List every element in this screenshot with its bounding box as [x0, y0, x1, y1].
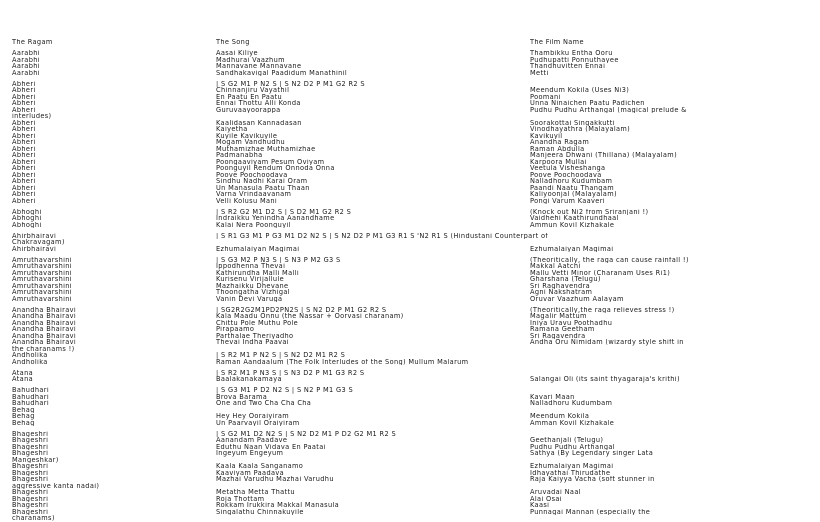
- cell-ragam: Aarabhi: [12, 69, 40, 76]
- cell-ragam: Andholika: [12, 358, 48, 365]
- cell-song: | S R2 M1 P N3 S | S N3 D2 P M1 G3 R2 S: [216, 369, 365, 376]
- cell-song: Roja Thottam: [216, 495, 265, 502]
- cell-film: Iniya Uravu Poothadhu: [530, 319, 613, 326]
- table-row: [12, 359, 812, 366]
- cell-ragam: Amruthavarshini: [12, 263, 72, 270]
- cell-ragam: Anandha Bhairavi: [12, 332, 77, 339]
- cell-film: Unna Ninaichen Paatu Padichen: [530, 100, 645, 107]
- cell-film: Sri Ragavendra: [530, 332, 586, 339]
- table-row: [12, 376, 812, 383]
- cell-song: Sindhu Nadhi Karai Oram: [216, 178, 308, 185]
- cell-ragam: Amruthavarshini: [12, 282, 72, 289]
- cell-song: | S G3 M2 P N3 S | S N3 P M2 G3 S: [216, 256, 341, 263]
- cell-film: Meendum Kokila: [530, 413, 590, 420]
- cell-ragam: Bhageshri: [12, 502, 49, 509]
- cell-ragam: Abheri: [12, 80, 36, 87]
- cell-song: Kaiyetha: [216, 126, 248, 133]
- cell-film: Raja Kaiyya Vacha (soft stunner in: [530, 476, 655, 483]
- cell-film: Geethanjali (Telugu): [530, 437, 604, 444]
- cell-song: Kaalidasan Kannadasan: [216, 119, 302, 126]
- cell-film: Thambikku Entha Ooru: [530, 50, 613, 57]
- cell-ragam: Bhageshri: [12, 508, 49, 515]
- cell-song: Ippodhenna Thevai: [216, 263, 286, 270]
- cell-film: Ezhumalaiyan Magimai: [530, 463, 614, 470]
- cell-song: | S G2 M1 P N2 S | S N2 D2 P M1 G2 R2 S: [216, 80, 365, 87]
- cell-film: Makkal Aatchi: [530, 263, 581, 270]
- cell-film: Pudhupatti Ponnuthayee: [530, 56, 619, 63]
- header-film: The Film Name: [530, 39, 584, 46]
- ragam-song-table: [12, 39, 812, 522]
- cell-ragam: Abheri: [12, 139, 36, 146]
- cell-song: Thoongatha Vizhigal: [216, 289, 290, 296]
- table-body: [12, 50, 812, 522]
- cell-song: Rokkam Irukkira Makkal Manasula: [216, 502, 340, 509]
- cell-song: Poonguyil Rendum Onnoda Onna: [216, 165, 335, 172]
- table-row: [12, 296, 812, 303]
- table-row: [12, 222, 812, 229]
- cell-ragam: Abheri: [12, 93, 36, 100]
- cell-ragam: Ahirbhairavi: [12, 245, 57, 252]
- cell-ragam: Bhageshri: [12, 463, 49, 470]
- cell-film: Sri Raghavendra: [530, 282, 591, 289]
- cell-song: Guruvaayoorappa: [216, 106, 281, 113]
- cell-film: (Theoritically,the raga relieves stress !): [530, 306, 675, 313]
- cell-song: Padmanabha: [216, 152, 263, 159]
- table-row: [12, 515, 812, 522]
- cell-song: | S G2 M1 D2 N2 S | S N2 D2 M1 P D2 G2 M1 R2 S: [216, 430, 397, 437]
- cell-ragam: Bhageshri: [12, 476, 49, 483]
- cell-film: Vinodhayathra (Malayalam): [530, 126, 631, 133]
- cell-film: Agni Nakshatram: [530, 289, 593, 296]
- cell-song: Poongaaviyam Pesum Oviyam: [216, 158, 325, 165]
- cell-ragam: Bahudhari: [12, 400, 50, 407]
- table-row: [12, 246, 812, 253]
- cell-film: Andha Oru Nimidam (wizardy style shift in: [530, 339, 684, 346]
- cell-song: Indraikku Yenindha Aanandhame: [216, 215, 335, 222]
- cell-film: Pudhu Pudhu Arthangal: [530, 443, 615, 450]
- table-header: [12, 39, 812, 50]
- cell-film: Thandhuvitten Ennai: [530, 63, 606, 70]
- cell-ragam: Bhageshri: [12, 495, 49, 502]
- cell-film: Karpoora Mullai: [530, 158, 587, 165]
- cell-song: Ezhumalaiyan Magimai: [216, 245, 300, 252]
- cell-song: Kurisenu Virijallule: [216, 276, 285, 283]
- cell-song: Mazhaikku Dhevane: [216, 282, 289, 289]
- cell-ragam: Bhageshri: [12, 437, 49, 444]
- cell-ragam: Abheri: [12, 165, 36, 172]
- cell-film: Kaasi: [530, 502, 550, 509]
- cell-song: Metatha Metta Thattu: [216, 489, 295, 496]
- cell-ragam: Aarabhi: [12, 50, 40, 57]
- cell-song: Singalathu Chinnakuyile: [216, 508, 304, 515]
- cell-ragam: Abheri: [12, 178, 36, 185]
- cell-film: Sathya (By Legendary singer Lata: [530, 450, 654, 457]
- cell-song: Poove Poochoodava: [216, 171, 288, 178]
- cell-film: Alai Osai: [530, 495, 562, 502]
- cell-film: Magalir Mattum: [530, 313, 587, 320]
- cell-ragam: interludes): [12, 113, 52, 120]
- cell-film: Ramana Geetham: [530, 326, 595, 333]
- cell-song: Kathirundha Malli Malli: [216, 269, 300, 276]
- cell-film: Gharshana (Telugu): [530, 276, 601, 283]
- cell-ragam: Bhageshri: [12, 450, 49, 457]
- cell-ragam: Abhoghi: [12, 221, 42, 228]
- cell-film: Poove Poochoodava: [530, 171, 602, 178]
- cell-ragam: Mangeshkar): [12, 456, 59, 463]
- cell-song: Muthamizhae Muthamizhae: [216, 145, 316, 152]
- cell-film: Raman Abdulla: [530, 145, 585, 152]
- cell-ragam: Abheri: [12, 100, 36, 107]
- cell-film: Vaidhehi Kaathirundhaal: [530, 215, 619, 222]
- cell-song: One and Two Cha Cha Cha: [216, 400, 312, 407]
- cell-ragam: Amruthavarshini: [12, 289, 72, 296]
- cell-ragam: Abhoghi: [12, 215, 42, 222]
- cell-film: Veetula Visheshanga: [530, 165, 606, 172]
- cell-ragam: Aarabhi: [12, 63, 40, 70]
- cell-song: Velli Kolusu Mani: [216, 197, 278, 204]
- cell-song: Raman Aandaalum (The Folk Interludes of the Song) Mullum Malarum: [216, 358, 469, 365]
- table-row: [12, 70, 812, 77]
- cell-film: Punnagai Mannan (especially the: [530, 508, 651, 515]
- cell-ragam: Abheri: [12, 119, 36, 126]
- cell-song: Chittu Pole Muthu Pole: [216, 319, 299, 326]
- cell-ragam: Abheri: [12, 132, 36, 139]
- cell-song: Kuyile Kavikuyile: [216, 132, 278, 139]
- cell-song: | S R2 G2 M1 D2 S | S D2 M1 G2 R2 S: [216, 208, 352, 215]
- cell-film: Meendum Kokila (Uses Ni3): [530, 87, 630, 94]
- cell-ragam: Behag: [12, 419, 35, 426]
- header-song: The Song: [216, 39, 250, 46]
- cell-song: | SG2R2G2M1PD2PN2S | S N2 D2 P M1 G2 R2 S: [216, 306, 387, 313]
- cell-ragam: Amruthavarshini: [12, 295, 72, 302]
- cell-song: Eduthu Naan Vidava En Paatai: [216, 443, 326, 450]
- cell-song: Brova Barama: [216, 393, 268, 400]
- cell-ragam: Abheri: [12, 184, 36, 191]
- cell-song: Ennai Thottu Alli Konda: [216, 100, 301, 107]
- cell-film: Ammun Kovil Kizhakale: [530, 221, 615, 228]
- cell-film: Mallu Vetti Minor (Charanam Uses Ri1): [530, 269, 671, 276]
- cell-song: Sandhakavigal Paadidum Manathinil: [216, 69, 348, 76]
- cell-ragam: Abheri: [12, 197, 36, 204]
- cell-ragam: Abheri: [12, 152, 36, 159]
- cell-song: Parthalae Theriyadho: [216, 332, 294, 339]
- cell-ragam: Amruthavarshini: [12, 256, 72, 263]
- cell-song: En Paatu En Paatu: [216, 93, 282, 100]
- cell-ragam: Amruthavarshini: [12, 269, 72, 276]
- cell-film: Kaliyoonjal (Malayalam): [530, 191, 617, 198]
- table-row: [12, 420, 812, 427]
- cell-ragam: aggressive kanta nadai): [12, 482, 100, 489]
- cell-song: | S R1 G3 M1 P G3 M1 D2 N2 S | S N2 D2 P M1 G3 R1 S 'N2 R1 S (Hindustani Counterpart of: [216, 232, 549, 239]
- cell-film: Pudhu Pudhu Arthangal (magical prelude &: [530, 106, 687, 113]
- cell-film: Oruvar Vaazhum Aalayam: [530, 295, 624, 302]
- cell-song: Pirapaamo: [216, 326, 255, 333]
- cell-ragam: charanams): [12, 515, 55, 522]
- cell-ragam: Behag: [12, 413, 35, 420]
- cell-song: Baalakanakamaya: [216, 376, 282, 383]
- cell-song: Un Manasula Paatu Thaan: [216, 184, 310, 191]
- cell-song: Thevai Indha Paavai: [216, 339, 289, 346]
- cell-ragam: Anandha Bhairavi: [12, 339, 77, 346]
- cell-film: Metti: [530, 69, 549, 76]
- cell-ragam: Bahudhari: [12, 393, 50, 400]
- table-row: [12, 198, 812, 205]
- cell-ragam: Anandha Bhairavi: [12, 319, 77, 326]
- cell-ragam: the charanams !): [12, 345, 75, 352]
- cell-ragam: Abheri: [12, 191, 36, 198]
- cell-film: (Theoritically, the raga can cause rainfall !): [530, 256, 689, 263]
- cell-song: Varna Vrindaavanam: [216, 191, 292, 198]
- cell-song: Ingeyum Engeyum: [216, 450, 284, 457]
- cell-song: Madhurai Vaazhum: [216, 56, 285, 63]
- cell-song: | S R2 M1 P N2 S | S N2 D2 M1 R2 S: [216, 352, 346, 359]
- cell-film: Paandi Naatu Thangam: [530, 184, 615, 191]
- cell-film: Aruvadai Naal: [530, 489, 581, 496]
- cell-ragam: Abheri: [12, 106, 36, 113]
- cell-ragam: Abheri: [12, 158, 36, 165]
- cell-film: Manjeera Dhwani (Thillana) (Malayalam): [530, 152, 677, 159]
- cell-song: Aanandam Paadave: [216, 437, 288, 444]
- cell-film: Soorakottai Singakkutti: [530, 119, 615, 126]
- cell-ragam: Andholika: [12, 352, 48, 359]
- cell-film: Poomani: [530, 93, 561, 100]
- cell-ragam: Anandha Bhairavi: [12, 306, 77, 313]
- cell-song: Aasai Kiliye: [216, 50, 258, 57]
- cell-song: Vanin Devi Varuga: [216, 295, 283, 302]
- cell-film: Anandha Ragam: [530, 139, 590, 146]
- cell-film: Nalladhoru Kudumbam: [530, 400, 613, 407]
- cell-song: Mazhai Varudhu Mazhai Varudhu: [216, 476, 334, 483]
- cell-film: Idhayathai Thirudathe: [530, 469, 611, 476]
- cell-song: Kala Maadu Onnu (the Nassar + Oorvasi charanam): [216, 313, 404, 320]
- cell-film: Amman Kovil Kizhakale: [530, 419, 615, 426]
- cell-song: Mogam Vandhudhu: [216, 139, 286, 146]
- cell-ragam: Bhageshri: [12, 489, 49, 496]
- cell-ragam: Bhageshri: [12, 430, 49, 437]
- cell-ragam: Bahudhari: [12, 387, 50, 394]
- cell-ragam: Aarabhi: [12, 56, 40, 63]
- cell-song: Kalai Nera Poonguyil: [216, 221, 291, 228]
- cell-film: Kavari Maan: [530, 393, 575, 400]
- cell-ragam: Ahirbhairavi: [12, 232, 57, 239]
- cell-film: Kavikuyil: [530, 132, 563, 139]
- cell-ragam: Abheri: [12, 145, 36, 152]
- cell-ragam: Amruthavarshini: [12, 276, 72, 283]
- cell-song: Un Paarvayil Oraiyiram: [216, 419, 300, 426]
- cell-ragam: Abheri: [12, 126, 36, 133]
- cell-film: Salangai Oli (its saint thyagaraja's krithi): [530, 376, 680, 383]
- cell-ragam: Abheri: [12, 171, 36, 178]
- cell-song: Chinnanjiru Vayathil: [216, 87, 290, 94]
- cell-ragam: Anandha Bhairavi: [12, 313, 77, 320]
- cell-ragam: Anandha Bhairavi: [12, 326, 77, 333]
- cell-ragam: Abhoghi: [12, 208, 42, 215]
- cell-ragam: Atana: [12, 376, 33, 383]
- header-ragam: The Ragam: [12, 39, 53, 46]
- cell-song: Hey Hey Ooraiyiram: [216, 413, 290, 420]
- cell-film: (Knock out Ni2 from Sriranjani !): [530, 208, 649, 215]
- cell-ragam: Chakravagam): [12, 239, 65, 246]
- cell-ragam: Atana: [12, 369, 33, 376]
- cell-film: Nalladhoru Kudumbam: [530, 178, 613, 185]
- cell-song: | S G3 M1 P D2 N2 S | S N2 P M1 G3 S: [216, 387, 353, 394]
- cell-film: Pongi Varum Kaaveri: [530, 197, 605, 204]
- cell-film: Ezhumalaiyan Magimai: [530, 245, 614, 252]
- cell-ragam: Bhageshri: [12, 469, 49, 476]
- cell-song: Kaala Kaala Sanganamo: [216, 463, 304, 470]
- cell-song: Kaaviyam Paadava: [216, 469, 285, 476]
- cell-ragam: Abheri: [12, 87, 36, 94]
- cell-ragam: Bhageshri: [12, 443, 49, 450]
- cell-song: Mannavane Mannavane: [216, 63, 302, 70]
- cell-ragam: Behag: [12, 406, 35, 413]
